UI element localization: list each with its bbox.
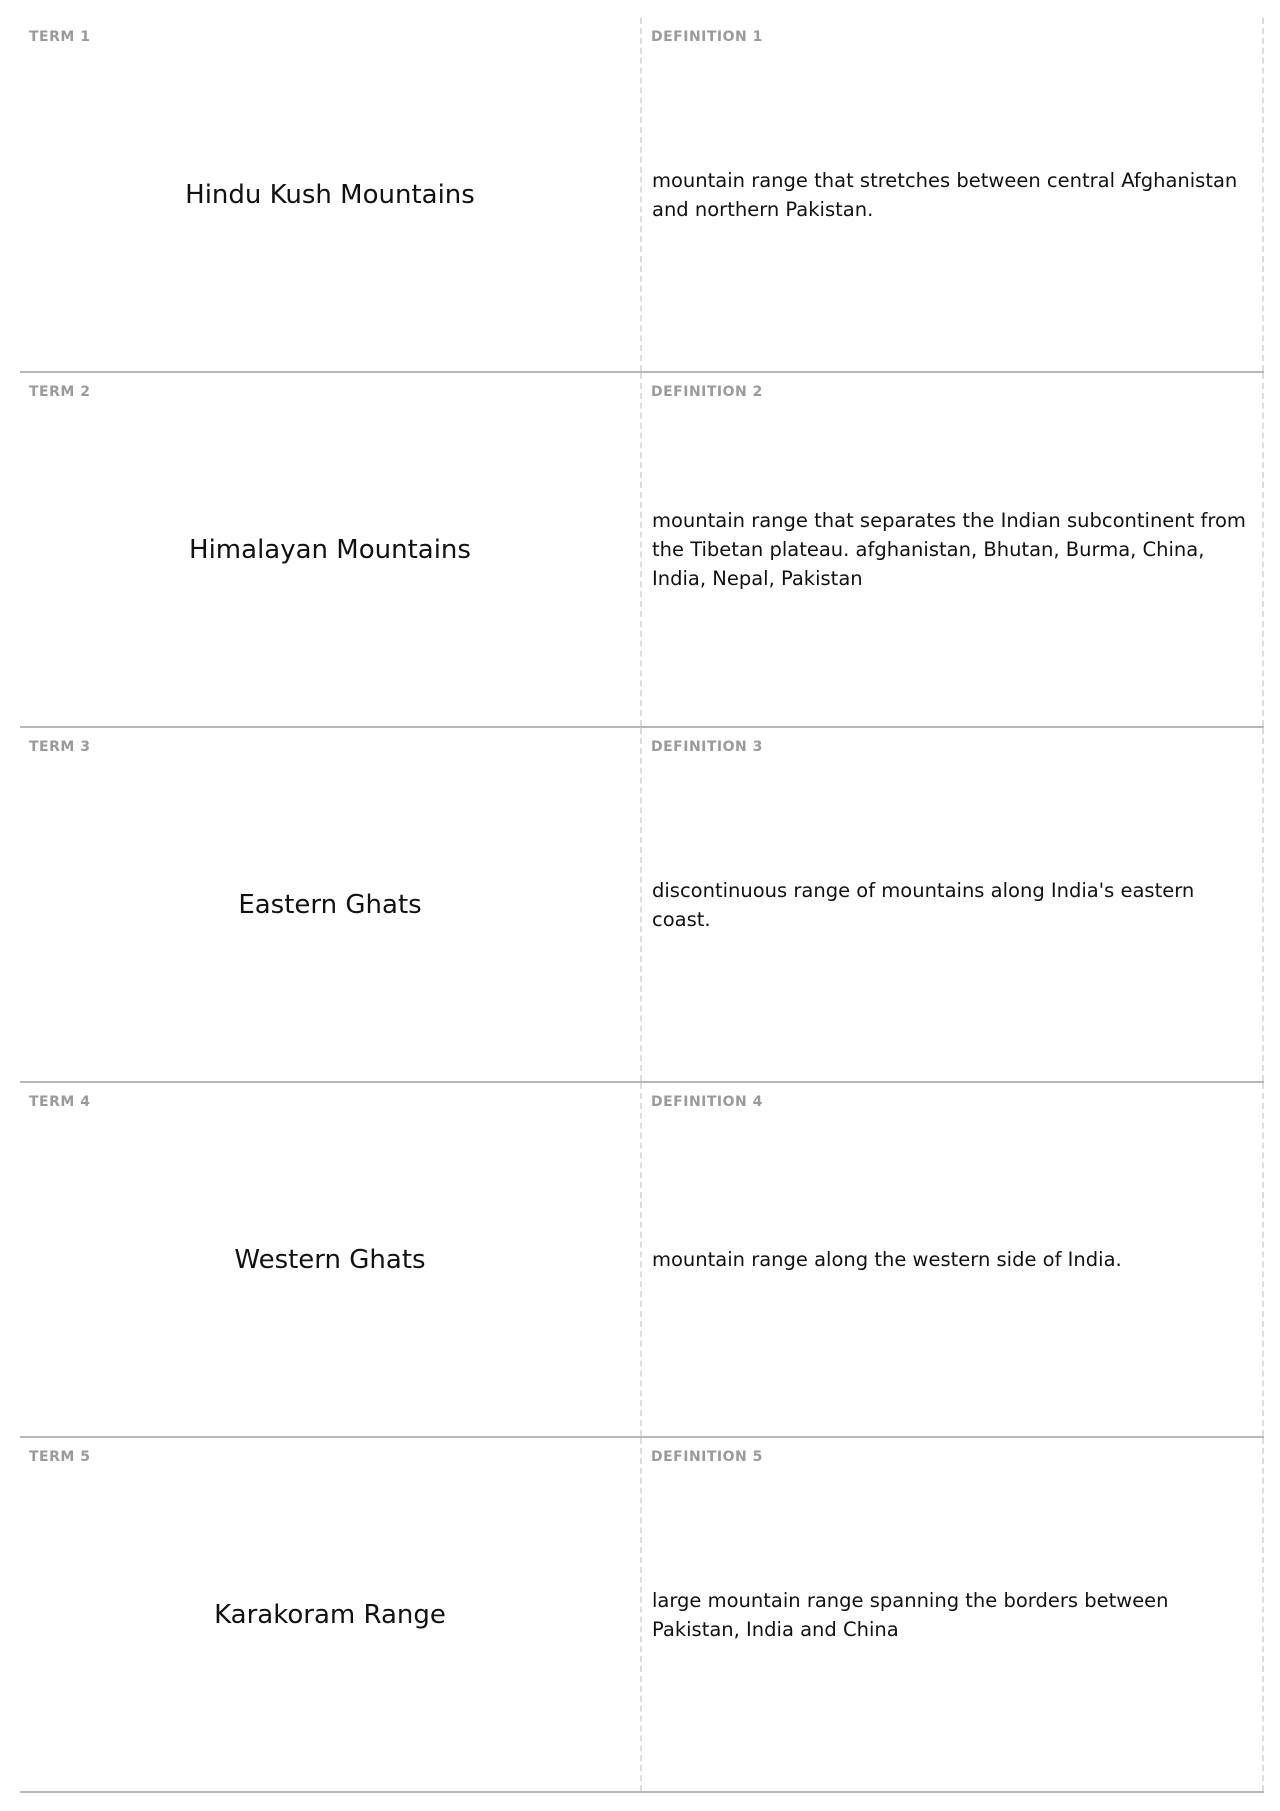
flashcard-row [20, 1438, 1264, 1793]
definition-cell [642, 373, 1264, 726]
definition-cell [642, 728, 1264, 1081]
term-text: Himalayan Mountains [189, 534, 471, 565]
term-cell [20, 728, 642, 1081]
flashcard-row [20, 373, 1264, 728]
definition-text: mountain range that stretches between central Afghanistan and northern Pakistan. [652, 168, 1238, 221]
term-text: Eastern Ghats [238, 889, 422, 920]
flashcard-row [20, 728, 1264, 1083]
term-label: TERM 1 [29, 29, 91, 45]
term-label: TERM 5 [29, 1449, 91, 1465]
term-cell [20, 18, 642, 371]
definition-text: large mountain range spanning the borders between Pakistan, India and China [652, 1588, 1169, 1641]
term-label: TERM 2 [29, 384, 91, 400]
flashcard-row [20, 1083, 1264, 1438]
definition-text: discontinuous range of mountains along India's eastern coast. [652, 878, 1195, 931]
term-cell [20, 1083, 642, 1436]
definition-label: DEFINITION 3 [651, 739, 763, 755]
flashcard-row [20, 18, 1264, 373]
definition-label: DEFINITION 1 [651, 29, 763, 45]
term-text: Western Ghats [234, 1244, 426, 1275]
term-label: TERM 3 [29, 739, 91, 755]
definition-cell [642, 1083, 1264, 1436]
definition-text: mountain range that separates the Indian subcontinent from the Tibetan plateau. afghanistan, Bhutan, Burma, China, India, Nepal, Pakistan [652, 509, 1246, 590]
term-text: Hindu Kush Mountains [185, 179, 475, 210]
term-label: TERM 4 [29, 1094, 91, 1110]
term-cell [20, 373, 642, 726]
definition-cell [642, 1438, 1264, 1791]
flashcard-sheet [20, 18, 1264, 1793]
definition-text: mountain range along the western side of India. [652, 1248, 1122, 1271]
definition-label: DEFINITION 2 [651, 384, 763, 400]
term-cell [20, 1438, 642, 1791]
definition-label: DEFINITION 4 [651, 1094, 763, 1110]
definition-cell [642, 18, 1264, 371]
term-text: Karakoram Range [214, 1599, 446, 1630]
definition-label: DEFINITION 5 [651, 1449, 763, 1465]
